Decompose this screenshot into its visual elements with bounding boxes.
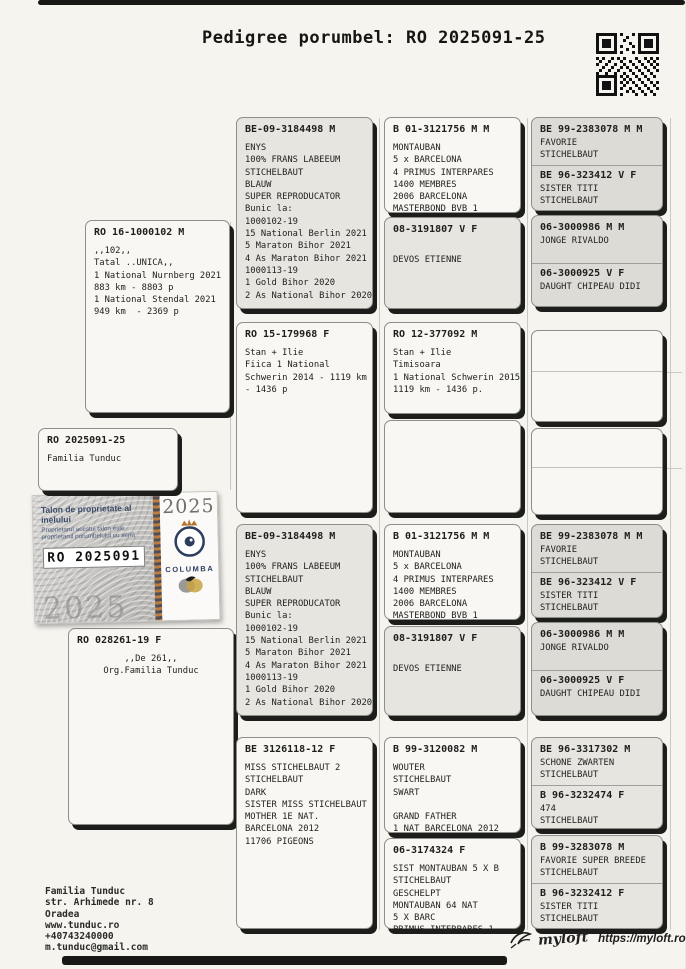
card-details: JONGE RIVALDO xyxy=(540,643,609,653)
ring-number: RO 12-377092 M xyxy=(393,329,478,340)
card-details: FAVORIE SUPER BREEDE STICHELBAUT xyxy=(540,856,646,879)
card-father xyxy=(85,220,230,413)
myloft-branding xyxy=(508,928,686,950)
ring-number: BE 99-2383078 M M xyxy=(540,531,643,542)
divider xyxy=(532,670,662,671)
card-pgf-sire xyxy=(384,117,521,213)
card-details: DAUGHT CHIPEAU DIDI xyxy=(540,281,641,292)
ring-number: RO 16-1000102 M xyxy=(94,227,185,238)
pedigree-connector xyxy=(662,468,682,469)
pedigree-connector xyxy=(527,118,528,930)
ring-number: B 01-3121756 M M xyxy=(393,531,490,542)
card-mgm-dam xyxy=(384,838,521,936)
qr-code xyxy=(596,33,659,96)
club-logo-icon xyxy=(177,573,203,594)
card-details: SCHONE ZWARTEN STICHELBAUT xyxy=(540,758,615,781)
ring-number: B 99-3120082 M xyxy=(393,744,478,755)
card-paternal-grandfather xyxy=(236,117,373,309)
divider xyxy=(532,785,662,786)
ring-number: B 01-3121756 M M xyxy=(393,124,490,135)
ring-number: RO 028261-19 F xyxy=(77,635,162,646)
card-details: FAVORIE STICHELBAUT xyxy=(540,138,599,161)
divider xyxy=(532,165,662,166)
card-details: 474 STICHELBAUT xyxy=(540,803,599,826)
card-subject xyxy=(38,428,178,491)
ring-number: 06-3000925 V F xyxy=(540,674,625,686)
card-ggp-be99 xyxy=(531,117,663,211)
ring-number: BE 96-3317302 M xyxy=(540,744,631,755)
card-details: DAUGHT CHIPEAU DIDI xyxy=(540,688,641,699)
ring-number: 06-3000925 V F xyxy=(540,267,625,279)
card-pgf-dam xyxy=(384,217,521,309)
divider xyxy=(532,883,662,884)
card-details: ,,De 261,, Org.Familia Tunduc xyxy=(103,654,199,677)
card-details: DEVOS ETIENNE xyxy=(393,255,462,266)
divider xyxy=(532,572,662,573)
coupon-year: 2025 xyxy=(161,494,215,519)
card-details: DEVOS ETIENNE xyxy=(393,664,462,675)
scan-edge-bottom xyxy=(62,956,507,965)
ring-number: BE 96-323412 V F xyxy=(540,169,637,181)
myloft-logo-text: myloft xyxy=(537,929,589,949)
ring-number: 06-3000986 M M xyxy=(540,222,625,233)
ring-number: B 99-3283078 M xyxy=(540,842,625,853)
card-mgf-dam xyxy=(384,626,521,716)
card-details: FAVORIE STICHELBAUT xyxy=(540,545,599,568)
pedigree-connector xyxy=(230,222,231,490)
myloft-url: https://myloft.ro xyxy=(598,933,686,945)
divider xyxy=(532,263,662,264)
ring-number: BE 96-323412 V F xyxy=(540,576,637,588)
pedigree-connector xyxy=(662,372,682,373)
pedigree-connector xyxy=(670,118,671,930)
pigeon-sketch-icon xyxy=(508,928,532,950)
card-details: ,,102,, Tatal ..UNICA,, 1 National Nurnberg 2021 883 km - 8803 p 1 National Stendal 2021 949 km - 2369 p xyxy=(94,246,222,318)
divider xyxy=(532,371,662,372)
ring-number: B 96-3232412 F xyxy=(540,887,625,899)
coupon-left-panel xyxy=(33,493,156,627)
card-pgm-dam-empty xyxy=(384,420,521,513)
page-title: Pedigree porumbel: RO 2025091-25 xyxy=(202,28,546,48)
subject-ring-number: RO 2025091-25 xyxy=(47,435,126,446)
card-mgm-sire xyxy=(384,737,521,833)
ring-number: 08-3191807 V F xyxy=(393,633,478,644)
card-details: Stan + Ilie Timisoara 1 National Schwerin 2015 1119 km - 1436 p. xyxy=(393,348,521,395)
ring-number: BE-09-3184498 M xyxy=(245,531,336,542)
card-mother xyxy=(68,628,234,825)
ring-number: BE 3126118-12 F xyxy=(245,744,336,755)
scan-edge-top xyxy=(38,0,685,5)
coupon-subtitle: Proprietarul acestui talon este proprietarul porumbelului cu seria xyxy=(41,525,136,541)
card-details: JONGE RIVALDO xyxy=(540,236,609,246)
card-ggp-empty-2 xyxy=(531,428,663,515)
card-maternal-grandmother xyxy=(236,737,373,929)
card-paternal-grandmother xyxy=(236,322,373,513)
ring-number: BE 99-2383078 M M xyxy=(540,124,643,135)
coupon-right-panel xyxy=(160,492,220,620)
coupon-title: Talon de proprietate al inelului xyxy=(40,502,132,525)
card-details: SIST MONTAUBAN 5 X B STICHELBAUT GESCHELPT MONTAUBAN 64 NAT 5 X BARC PRIMUS INTERPARES 1 xyxy=(393,864,499,936)
card-details: SISTER TITI STICHELBAUT xyxy=(540,183,599,206)
pedigree-connector xyxy=(379,118,380,930)
card-ggp-be99-dup xyxy=(531,524,663,618)
coupon-ring-serial: RO 2025091 xyxy=(43,546,145,569)
columba-label: COLUMBA xyxy=(165,564,215,575)
card-ggp-jonge-dup xyxy=(531,622,663,716)
ring-number: 06-3000986 M M xyxy=(540,629,625,640)
card-details: ENYS 100% FRANS LABEEUM STICHELBAUT BLAUW SUPER REPRODUCATOR Bunic la: 1000102-19 15 National Berlin 2021 5 Maraton Bihor 2021 4 As Maraton Bihor 2021 1000113-19 1 Gold Bihor 2020 2 As National Bihor 2020 xyxy=(245,550,373,708)
card-ggp-schone xyxy=(531,737,663,829)
divider xyxy=(532,467,662,468)
card-details: MONTAUBAN 5 x BARCELONA 4 PRIMUS INTERPARES 1400 MEMBRES 2006 BARCELONA MASTERBOND BVB 1 xyxy=(393,550,494,622)
ownership-coupon xyxy=(32,491,221,627)
card-details: SISTER TITI STICHELBAUT xyxy=(540,901,599,924)
card-details: WOUTER STICHELBAUT SWART GRAND FATHER 1 NAT BARCELONA 2012 xyxy=(393,763,499,835)
subject-owner: Familia Tunduc xyxy=(47,454,122,464)
columba-federation-logo-icon xyxy=(168,517,211,560)
card-details: SISTER TITI STICHELBAUT xyxy=(540,590,599,613)
coupon-year-watermark: 2025 xyxy=(42,589,128,627)
card-mgf-sire xyxy=(384,524,521,620)
card-details: MONTAUBAN 5 x BARCELONA 4 PRIMUS INTERPARES 1400 MEMBRES 2006 BARCELONA MASTERBOND BVB 1 xyxy=(393,143,494,215)
card-ggp-empty-1 xyxy=(531,330,663,422)
ring-number: RO 15-179968 F xyxy=(245,329,330,340)
card-ggp-favorie xyxy=(531,835,663,929)
card-pgm-sire xyxy=(384,322,521,414)
card-details: Stan + Ilie Fiica 1 National Schwerin 2014 - 1119 km - 1436 p xyxy=(245,348,367,395)
ring-number: 08-3191807 V F xyxy=(393,224,478,235)
ring-number: B 96-3232474 F xyxy=(540,789,625,801)
card-details: ENYS 100% FRANS LABEEUM STICHELBAUT BLAUW SUPER REPRODUCATOR Bunic la: 1000102-19 15 National Berlin 2021 5 Maraton Bihor 2021 4 As Maraton Bihor 2021 1000113-19 1 Gold Bihor 2020 2 As National Bihor 2020 xyxy=(245,143,373,301)
ring-number: BE-09-3184498 M xyxy=(245,124,336,135)
card-ggp-jonge xyxy=(531,215,663,307)
card-maternal-grandfather xyxy=(236,524,373,716)
ring-number: 06-3174324 F xyxy=(393,845,466,856)
card-details: MISS STICHELBAUT 2 STICHELBAUT DARK SISTER MISS STICHELBAUT MOTHER 1E NAT. BARCELONA 2012 11706 PIGEONS xyxy=(245,763,367,847)
owner-contact-block: Familia Tunduc str. Arhimede nr. 8 Oradea www.tunduc.ro +40743240000 m.tunduc@gmail.com xyxy=(45,886,154,954)
